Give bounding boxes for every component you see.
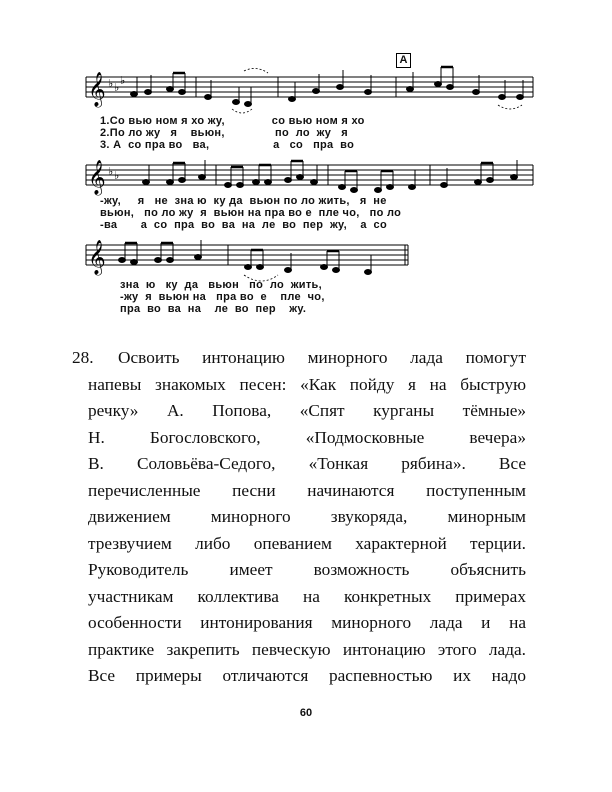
rehearsal-mark: A <box>396 53 411 68</box>
svg-text:𝄞: 𝄞 <box>88 240 106 275</box>
text-line: речку» А. Попова, «Спят курганы тёмные» <box>88 401 526 420</box>
music-score <box>78 55 538 320</box>
svg-text:♭: ♭ <box>114 81 120 94</box>
staff-system-1 <box>78 63 538 123</box>
lyric-line: 2.По ло жу я вьюн, по ло жу я <box>100 127 348 139</box>
staff-system-3 <box>78 231 418 281</box>
paragraph-number: 28. <box>72 348 94 367</box>
lyric-line: -ва а со пра во ва на ле во пер жу, а со <box>100 219 387 231</box>
text-line: движением минорного звукоряда, минорным <box>88 507 526 526</box>
paragraph-28 <box>72 345 526 690</box>
lyric-line: 3. А со пра во ва, а со пра во <box>100 139 355 151</box>
text-line: практике закрепить певческую интонацию этого лада. <box>88 639 526 659</box>
svg-text:♭: ♭ <box>114 169 120 182</box>
text-line: В. Соловьёва-Седого, «Тонкая рябина». Все <box>88 454 526 473</box>
lyric-line: 1.Со вью ном я хо жу, со вью ном я хо <box>100 115 365 127</box>
text-line: Н. Богословского, «Подмосковные вечера» <box>88 427 526 447</box>
svg-text:♭: ♭ <box>108 165 114 178</box>
text-line: перечисленные песни начинаются поступенным <box>88 480 526 500</box>
text-line: Все примеры отличаются распевностью их надо <box>88 666 526 685</box>
lyric-line: пра во ва на ле во пер жу. <box>120 303 307 315</box>
lyric-line: зна ю ку да вьюн по ло жить, <box>120 279 322 291</box>
svg-text:♭: ♭ <box>120 74 126 87</box>
page-number: 60 <box>299 707 313 719</box>
svg-text:𝄞: 𝄞 <box>88 72 106 107</box>
lyric-line: вьюн, по ло жу я вьюн на пра во е пле чо, по ло <box>100 207 402 219</box>
svg-text:♭: ♭ <box>108 77 114 90</box>
lyric-line: -жу я вьюн на пра во е пле чо, <box>120 291 325 303</box>
text-line: особенности интонирования минорного лада и на <box>88 613 526 632</box>
text-line: трезвучием либо опеванием характерной терции. <box>88 533 526 553</box>
lyric-line: -жу, я не зна ю ку да вьюн по ло жить, я не <box>100 195 387 207</box>
text-line: 28. Освоить интонацию минорного лада помогут <box>88 345 526 372</box>
text-line: Руководитель имеет возможность объяснить <box>88 560 526 579</box>
text-line: напевы знакомых песен: «Как пойду я на быструю <box>88 374 526 394</box>
svg-text:𝄞: 𝄞 <box>88 160 106 195</box>
staff-system-2 <box>78 151 538 201</box>
text-line: участникам коллектива на конкретных примерах <box>88 586 526 606</box>
